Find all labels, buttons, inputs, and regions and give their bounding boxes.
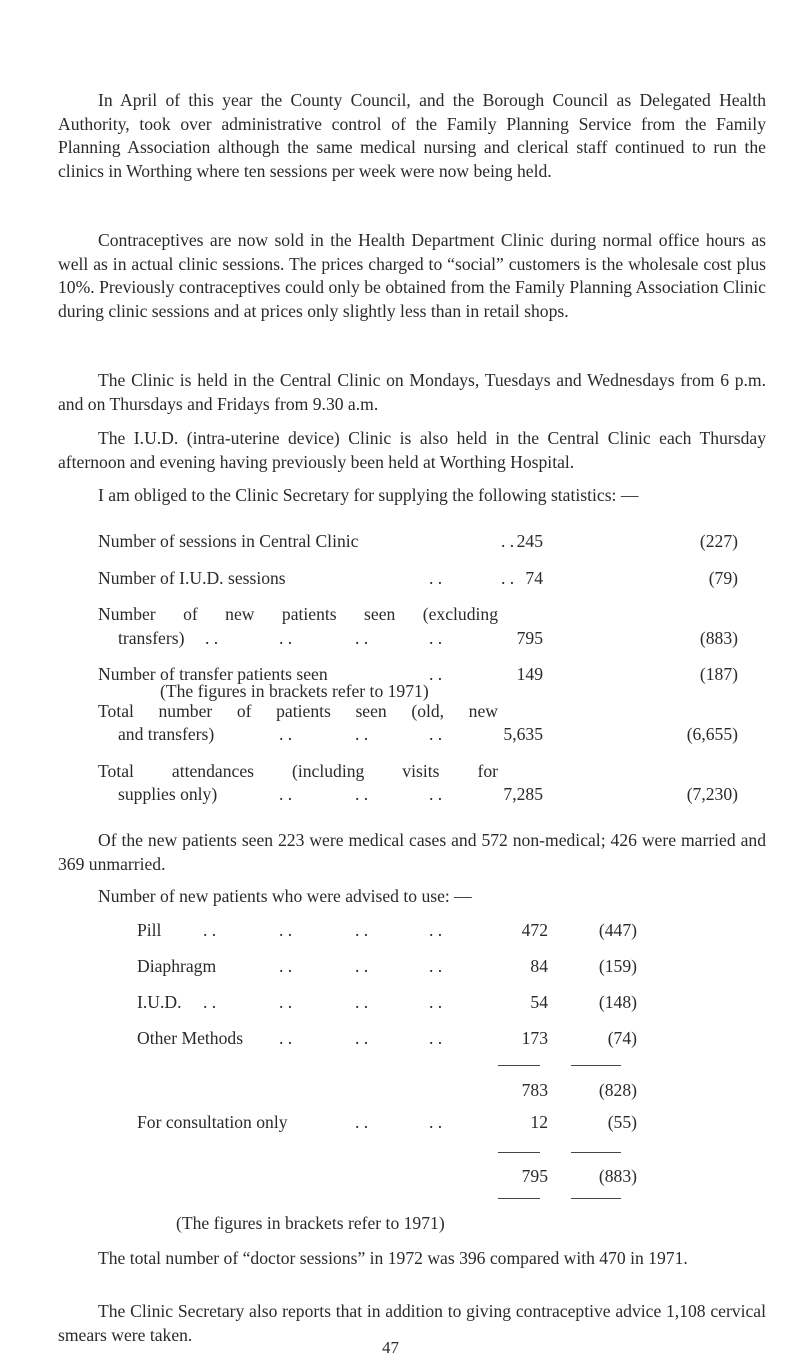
paragraph-family-planning-takeover: In April of this year the County Council, and the Borough Council as Delegated Health Authority, took over administrative control of the Family Planning Service from the Family Planning Association although the same medical nursing and clerical staff continued to run the clinics in Worthing where ten sessions per week were now being held.	[58, 90, 766, 181]
subtotal-rule	[498, 1065, 540, 1066]
dot-leader: . .	[429, 784, 443, 804]
consultation-row	[137, 1111, 737, 1135]
stat-prev-value: (227)	[699, 531, 738, 551]
paragraph-clinic-schedule: The Clinic is held in the Central Clinic on Mondays, Tuesdays and Wednesdays from 6 p.m. and on Thursdays and Fridays from 9.30 a.m.	[58, 370, 766, 414]
stat-row	[98, 760, 738, 807]
paragraph-iud-clinic: The I.U.D. (intra-uterine device) Clinic is also held in the Central Clinic each Thursday afternoon and evening having previously been held at Worthing Hospital.	[58, 428, 766, 472]
method-value: 472	[521, 920, 548, 940]
stat-label: Total attendances (including visits for	[98, 760, 498, 781]
statistics-table	[98, 530, 738, 807]
dot-leader: . .	[501, 567, 515, 588]
dot-leader: . .	[355, 784, 369, 804]
dot-leader: . .	[203, 920, 217, 940]
stat-value: 795	[516, 627, 543, 648]
dot-leader: . .	[203, 992, 217, 1012]
paragraph-new-patients: Of the new patients seen 223 were medical cases and 572 non-medical; 426 were married and 369 unmarried.	[58, 830, 766, 874]
method-value: 173	[521, 1028, 548, 1048]
dot-leader: . .	[355, 1112, 369, 1132]
method-prev-value: (159)	[598, 956, 637, 976]
page-number: 47	[382, 1338, 399, 1357]
stat-prev-value: (883)	[699, 627, 738, 648]
dot-leader: . .	[355, 920, 369, 940]
subtotal-row	[137, 1079, 737, 1103]
dot-leader: . .	[279, 920, 293, 940]
method-value: 54	[530, 992, 548, 1012]
total-double-rule	[571, 1198, 621, 1199]
total-rule	[571, 1152, 621, 1153]
stat-value: 7,285	[503, 784, 543, 804]
dot-leader: . .	[501, 531, 515, 551]
dot-leader: . .	[429, 920, 443, 940]
stat-row	[98, 567, 738, 591]
dot-leader: . .	[355, 1028, 369, 1048]
dot-leader: . .	[429, 992, 443, 1012]
stat-label: Number of transfer patients seen	[98, 664, 328, 684]
dot-leader: . .	[355, 992, 369, 1012]
stat-row	[98, 603, 738, 650]
consultation-label: For consultation only	[137, 1112, 288, 1132]
stat-label-continued: transfers)	[118, 627, 185, 648]
total-double-rule	[498, 1198, 540, 1199]
dot-leader: . .	[279, 992, 293, 1012]
method-row	[137, 1027, 737, 1051]
paragraph-cervical-smears: The Clinic Secretary also reports that in addition to giving contraceptive advice 1,108 cervical smears were taken.	[58, 1301, 766, 1345]
dot-leader: . .	[279, 784, 293, 804]
stat-label: Number of I.U.D. sessions	[98, 567, 286, 588]
method-row	[137, 991, 737, 1015]
stat-row	[98, 700, 738, 747]
stat-label-continued: and transfers)	[118, 724, 215, 744]
bracket-note: (The figures in brackets refer to 1971)	[160, 681, 429, 701]
stat-label-continued: supplies only)	[118, 784, 218, 804]
stat-label: Total number of patients seen (old, new	[98, 700, 498, 721]
dot-leader: . .	[279, 627, 293, 648]
stat-prev-value: (79)	[708, 567, 738, 588]
stat-value: 149	[516, 664, 543, 684]
method-prev-value: (74)	[607, 1028, 637, 1048]
dot-leader: . .	[429, 627, 443, 648]
paragraph-statistics-intro: I am obliged to the Clinic Secretary for supplying the following statistics: —	[98, 485, 639, 505]
stat-value: 74	[525, 567, 543, 588]
dot-leader: . .	[279, 724, 293, 744]
dot-leader: . .	[429, 567, 443, 588]
method-row	[137, 919, 737, 943]
bracket-note-2: (The figures in brackets refer to 1971)	[176, 1213, 445, 1233]
total-row	[137, 1165, 737, 1189]
dot-leader: . .	[205, 627, 219, 648]
method-label: Diaphragm	[137, 956, 217, 976]
stat-prev-value: (6,655)	[686, 724, 738, 744]
method-label: Other Methods	[137, 1028, 244, 1048]
dot-leader: . .	[429, 664, 443, 684]
stat-row	[98, 530, 738, 554]
stat-value: 5,635	[503, 724, 543, 744]
method-prev-value: (447)	[598, 920, 637, 940]
dot-leader: . .	[355, 627, 369, 648]
dot-leader: . .	[429, 956, 443, 976]
subtotal-value: 783	[521, 1080, 548, 1100]
stat-prev-value: (187)	[699, 664, 738, 684]
dot-leader: . .	[279, 956, 293, 976]
total-prev-value: (883)	[598, 1166, 637, 1186]
dot-leader: . .	[279, 1028, 293, 1048]
dot-leader: . .	[429, 1112, 443, 1132]
stat-value: 245	[516, 531, 543, 551]
method-prev-value: (148)	[598, 992, 637, 1012]
method-label: I.U.D.	[137, 992, 182, 1012]
subtotal-prev-value: (828)	[598, 1080, 637, 1100]
total-rule	[498, 1152, 540, 1153]
total-value: 795	[521, 1166, 548, 1186]
stat-label: Number of sessions in Central Clinic	[98, 531, 359, 551]
method-row	[137, 955, 737, 979]
stat-label: Number of new patients seen (excluding	[98, 604, 498, 624]
method-label: Pill	[137, 920, 162, 940]
dot-leader: . .	[429, 724, 443, 744]
subtotal-rule	[571, 1065, 621, 1066]
method-value: 84	[530, 956, 548, 976]
paragraph-doctor-sessions: The total number of “doctor sessions” in 1972 was 396 compared with 470 in 1971.	[98, 1248, 688, 1268]
paragraph-contraceptive-sales: Contraceptives are now sold in the Health Department Clinic during normal office hours as well as in actual clinic sessions. The prices charged to “social” customers is the wholesale cost plus 10%. Previously contraceptives could only be obtained from the Family Planning Association Clinic during clinic sessions and at prices only slightly less than in retail shops.	[58, 230, 766, 321]
advice-heading: Number of new patients who were advised to use: —	[98, 886, 472, 906]
dot-leader: . .	[429, 1028, 443, 1048]
consultation-prev-value: (55)	[607, 1112, 637, 1132]
dot-leader: . .	[355, 956, 369, 976]
dot-leader: . .	[355, 724, 369, 744]
stat-prev-value: (7,230)	[686, 784, 738, 804]
consultation-value: 12	[530, 1112, 548, 1132]
